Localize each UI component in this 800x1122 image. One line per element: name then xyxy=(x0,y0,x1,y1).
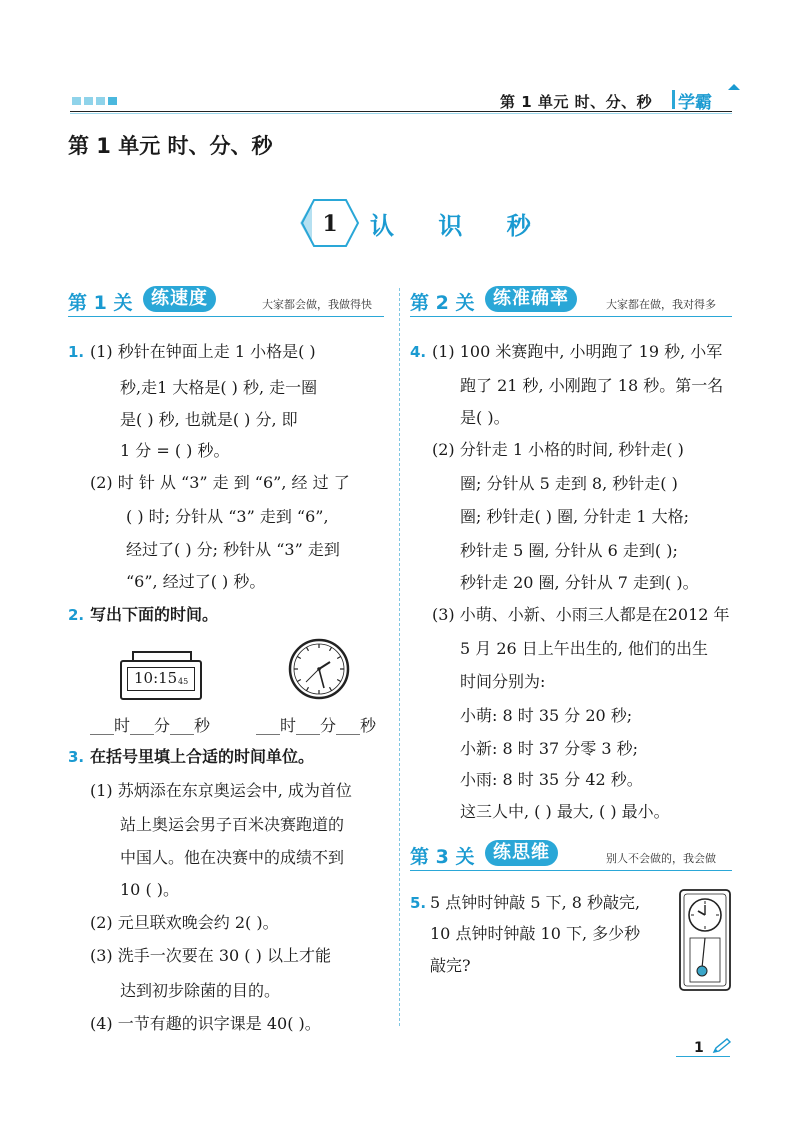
digital-clock-seconds: 45 xyxy=(178,677,189,686)
q1-line: 是( ) 秒, 也就是( ) 分, 即 xyxy=(120,410,298,429)
q4-line: 小雨: 8 时 35 分 42 秒。 xyxy=(460,770,643,789)
q1-line: (1) 秒针在钟面上走 1 小格是( ) xyxy=(90,342,316,361)
unit-title: 第 1 单元 时、分、秒 xyxy=(68,134,273,158)
q4-line: 小新: 8 时 37 分零 3 秒; xyxy=(460,739,639,758)
q1-line: (2) 时 针 从 “3” 走 到 “6”, 经 过 了 xyxy=(90,473,350,492)
q4-line: 小萌: 8 时 35 分 20 秒; xyxy=(460,706,633,725)
q4-line: 秒针走 5 圈, 分针从 6 走到( ); xyxy=(460,541,678,560)
lesson-title: 认 识 秒 xyxy=(370,212,549,240)
q4-number: 4. xyxy=(410,343,427,361)
q3-line: (4) 一节有趣的识字课是 40( )。 xyxy=(90,1014,321,1033)
level2-motto: 大家都在做，我对得多 xyxy=(606,298,716,311)
level3-label: 第 3 关 xyxy=(410,846,475,868)
header-rule-accent xyxy=(70,113,732,114)
lesson-number: 1 xyxy=(322,211,338,237)
page-number: 1 xyxy=(694,1040,704,1056)
level1-underline xyxy=(68,316,384,317)
q5-number: 5. xyxy=(410,894,427,912)
q4-line: 秒针走 20 圈, 分针从 7 走到( )。 xyxy=(460,573,699,592)
q4-line: 跑了 21 秒, 小刚跑了 18 秒。第一名 xyxy=(460,376,724,395)
q1-line: ( ) 时; 分针从 “3” 走到 “6”, xyxy=(126,507,329,526)
q3-line: 中国人。他在决赛中的成绩不到 xyxy=(120,848,345,867)
level2-pill: 练准确率 xyxy=(485,286,577,312)
q1-number: 1. xyxy=(68,343,85,361)
q3-line: (2) 元旦联欢晚会约 2( )。 xyxy=(90,913,279,932)
q2-text: 写出下面的时间。 xyxy=(90,605,219,624)
q4-line: 圈; 秒针走( ) 圈, 分针走 1 大格; xyxy=(460,507,690,526)
header-decoration xyxy=(72,97,117,105)
q5-line: 敲完? xyxy=(430,956,471,975)
q4-line: 这三人中, ( ) 最大, ( ) 最小。 xyxy=(460,802,670,821)
lesson-number-badge xyxy=(300,198,360,248)
running-title: 第 1 单元 时、分、秒 xyxy=(500,93,653,111)
level2-underline xyxy=(410,316,732,317)
q4-line: (3) 小萌、小新、小雨三人都是在2012 年 xyxy=(432,605,730,624)
q3-line: (1) 苏炳添在东京奥运会中, 成为首位 xyxy=(90,781,352,800)
q1-line: “6”, 经过了( ) 秒。 xyxy=(126,572,266,591)
q2-blanks-right: ___时___分___秒 xyxy=(256,716,377,735)
q4-line: (2) 分针走 1 小格的时间, 秒针走( ) xyxy=(432,440,684,459)
q3-line: 达到初步除菌的目的。 xyxy=(120,981,281,1000)
level1-label: 第 1 关 xyxy=(68,292,133,314)
q1-line: 经过了( ) 分; 秒针从 “3” 走到 xyxy=(126,540,340,559)
q2-blanks-left: ___时___分___秒 xyxy=(90,716,211,735)
q3-text: 在括号里填上合适的时间单位。 xyxy=(90,747,315,766)
q1-line: 1 分 = ( ) 秒。 xyxy=(120,441,230,460)
pendulum-clock-icon xyxy=(676,888,734,994)
level1-motto: 大家都会做，我做得快 xyxy=(262,298,372,311)
header-separator xyxy=(672,90,675,109)
q3-line: 10 ( )。 xyxy=(120,880,180,899)
q4-line: 圈; 分针从 5 走到 8, 秒针走( ) xyxy=(460,474,678,493)
q4-line: 5 月 26 日上午出生的, 他们的出生 xyxy=(460,639,708,658)
analog-clock-icon xyxy=(288,638,350,700)
digital-clock-time: 10:15 xyxy=(134,669,178,687)
q3-line: 站上奥运会男子百米决赛跑道的 xyxy=(120,815,345,834)
q5-line: 10 点钟时钟敲 10 下, 多少秒 xyxy=(430,924,641,943)
level3-underline xyxy=(410,870,732,871)
q1-line: 秒,走1 大格是( ) 秒, 走一圈 xyxy=(120,378,318,397)
brand-logo: 学霸 xyxy=(678,93,712,113)
q5-line: 5 点钟时钟敲 5 下, 8 秒敲完, xyxy=(430,893,641,912)
q2-number: 2. xyxy=(68,606,85,624)
footer-rule xyxy=(676,1056,730,1057)
q4-line: (1) 100 米赛跑中, 小明跑了 19 秒, 小军 xyxy=(432,342,723,361)
q4-line: 是( )。 xyxy=(460,408,510,427)
level3-pill: 练思维 xyxy=(485,840,558,866)
column-divider xyxy=(399,288,400,1026)
q3-number: 3. xyxy=(68,748,85,766)
level2-label: 第 2 关 xyxy=(410,292,475,314)
pencil-icon xyxy=(712,1038,732,1054)
q4-line: 时间分别为: xyxy=(460,672,546,691)
graduation-cap-icon xyxy=(728,84,740,90)
level3-motto: 别人不会做的，我会做 xyxy=(606,852,716,865)
q3-line: (3) 洗手一次要在 30 ( ) 以上才能 xyxy=(90,946,331,965)
level1-pill: 练速度 xyxy=(143,286,216,312)
